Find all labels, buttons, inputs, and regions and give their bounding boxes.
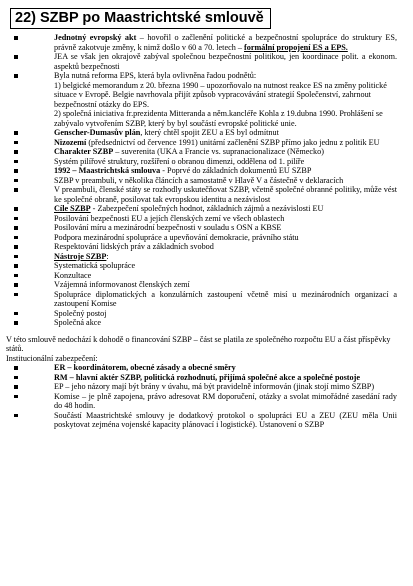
spacer [6, 328, 397, 335]
bullet-item: Nizozemí (předsednictví od července 1991) unitární začlenění SZBP přímo jako jednu z politik EU [6, 138, 397, 148]
bullet-item: EP – jeho názory mají být brány v úvahu, má být pravidelně informován (jinak stojí mimo SZBP) [6, 382, 397, 392]
bullet-item: 1992 – Maastrichtská smlouva - Poprvé do základních dokumentů EU SZBP [6, 166, 397, 176]
bullet-item: V preambuli, členské státy se rozhodly uskutečňovat SZBP, včetně společné obranné politiky, může vést ke společné obraně, posilovat tak evropskou identitu a nezávislost [6, 185, 397, 204]
bullet-item: Charakter SZBP – suverenita (UKA a Francie vs. supranacionalizace (Německo) [6, 147, 397, 157]
indented-paragraph: 2) společná iniciativa fr.prezidenta Mitteranda a něm.kancléře Kohla z 19.dubna 1990. Prohlášení se zabývalo vytvořením SZBP, který by byl součástí evropské politické unie. [54, 109, 383, 128]
bullet-item: Systematická spolupráce [6, 261, 397, 271]
bullet-item: Vzájemná informovanost členských zemí [6, 280, 397, 290]
bullet-item: Komise – je plně zapojena, právo adresovat RM doporučení, otázky a svolat mimořádné zasedání rady do 48 hodin. [6, 392, 397, 411]
bullet-item: Systém pilířové struktury, rozšíření o obranou dimenzi, oddělena od 1. pilíře [6, 157, 397, 167]
document-content [6, 33, 397, 430]
paragraph: V této smlouvě nedochází k dohodě o financování SZBP – část se platila ze společného rozpočtu EU a část příspěvky států. [6, 334, 391, 353]
title-box [10, 8, 271, 29]
bullet-item: Spolupráce diplomatických a konzulárních zastoupení včetně misí u mezinárodních organizací a zastoupení Komise [6, 290, 397, 309]
document-title: 22) SZBP po Maastrichtské smlouvě [15, 10, 264, 26]
bullet-item: Podpora mezinárodní spolupráce a upevňování demokracie, právního státu [6, 233, 397, 243]
bullet-item: Posilování míru a mezinárodní bezpečnosti v souladu s OSN a KBSE [6, 223, 397, 233]
paragraph: Institucionální zabezpečení: [6, 353, 98, 363]
bullet-item: JEA se však jen okrajově zabýval společnou bezpečnostní politikou, jen koordinace polit. a ekonom. aspektů bezpečnosti [6, 52, 397, 71]
bullet-item: Nástroje SZBP: [6, 252, 397, 262]
bullet-item: Cíle SZBP - Zabezpečení společných hodnot, základních zájmů a nezávislosti EU [6, 204, 397, 214]
bullet-item: RM – hlavní aktér SZBP, politická rozhodnutí, přijímá společné akce a společné postoje [6, 373, 397, 383]
indented-paragraph: 1) belgické memorandum z 20. března 1990 – upozorňovalo na nutnost reakce ES na změny politické situace v Evropě. Belgie navrhovala přijít způsob vypracovávání strategií Společenství, zahrnout bezpečnostní otázky do EPS. [54, 80, 387, 109]
bullet-item: Součástí Maastrichtské smlouvy je dodatkový protokol o spolupráci EU a ZEU (ZEU měla Unii poskytovat zejména vojenské kapacity plánovací i logistické). Ustanovení o SZBP [6, 411, 397, 430]
bullet-item: SZBP v preambuli, v několika článcích a samostatně v Hlavě V a částečně v deklaracích [6, 176, 397, 186]
bullet-item: Posilování bezpečnosti EU a jejích členských zemí ve všech oblastech [6, 214, 397, 224]
bullet-item: Genscher-Dumasův plán, který chtěl spojit ZEU a ES byl odmítnut [6, 128, 397, 138]
bullet-item: Byla nutná reforma EPS, která byla ovlivněna řadou podnětů: [6, 71, 397, 81]
bullet-item: Respektování lidských práv a základních svobod [6, 242, 397, 252]
bullet-item: Společná akce [6, 318, 397, 328]
bullet-item: Konzultace [6, 271, 397, 281]
bullet-item: ER – koordinátorem, obecné zásady a obecné směry [6, 363, 397, 373]
bullet-item: Jednotný evropský akt – hovořil o začlenění politické a bezpečnostní spolupráce do struktury ES, právně zakotvuje změny, k nimž došlo v 60 a 70. letech – formální propojení ES a EPS. [6, 33, 397, 52]
bullet-item: Společný postoj [6, 309, 397, 319]
